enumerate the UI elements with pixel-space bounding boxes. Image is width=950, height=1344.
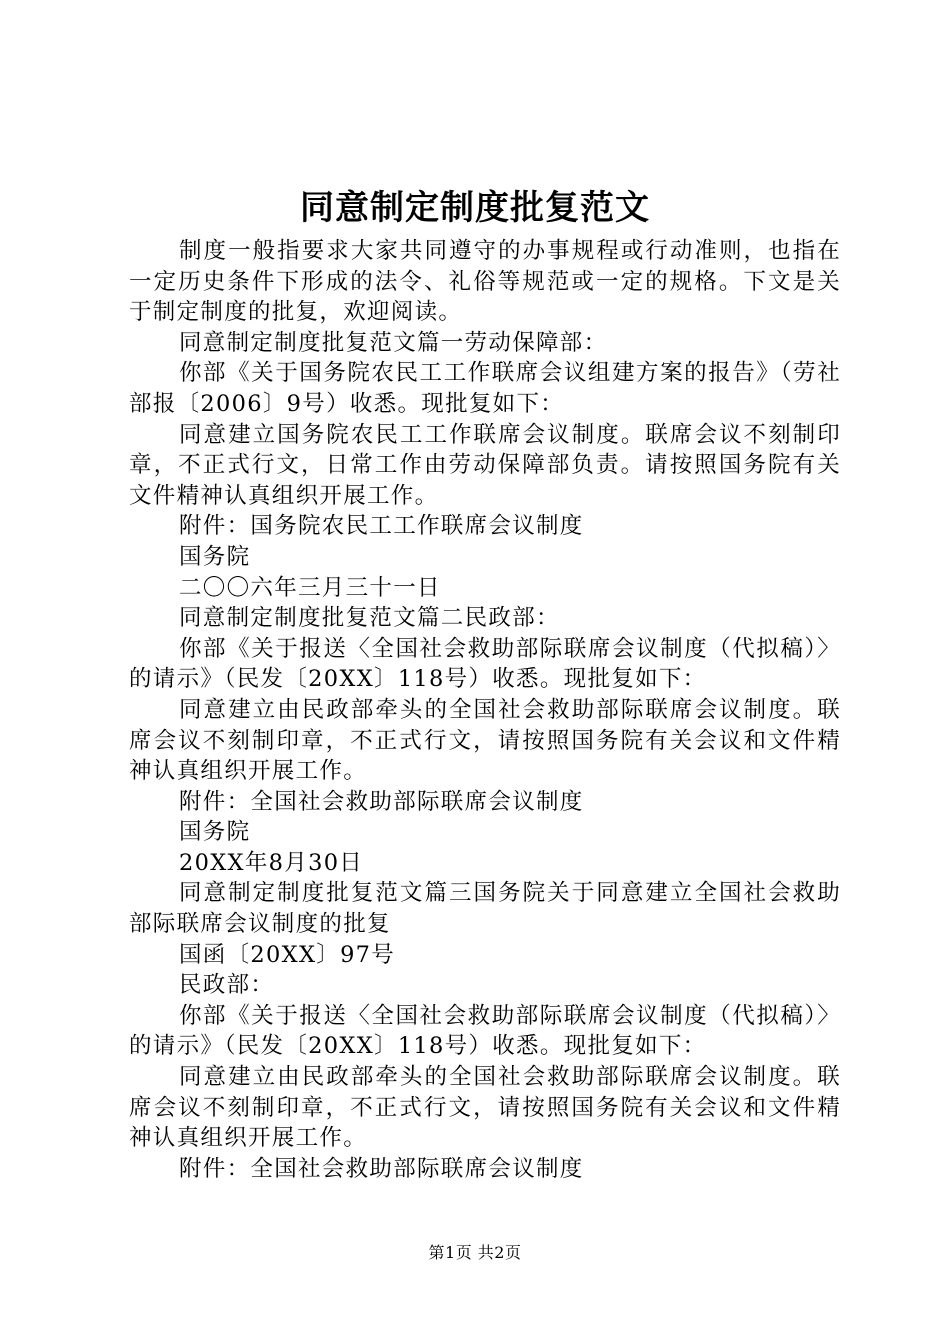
paragraph: 制度一般指要求大家共同遵守的办事规程或行动准则，也指在一定历史条件下形成的法令、礼俗等规范或一定的规格。下文是关于制定制度的批复，欢迎阅读。 <box>129 238 841 326</box>
paragraph: 国务院 <box>179 819 251 846</box>
paragraph: 同意制定制度批复范文篇一劳动保障部： <box>179 329 608 356</box>
paragraph: 同意建立由民政部牵头的全国社会救助部际联席会议制度。联席会议不刻制印章，不正式行文，请按照国务院有关会议和文件精神认真组织开展工作。 <box>129 696 841 785</box>
paragraph: 附件：国务院农民工工作联席会议制度 <box>179 513 584 540</box>
paragraph: 民政部： <box>179 972 275 999</box>
paragraph: 你部《关于报送〈全国社会救助部际联席会议制度（代拟稿）〉的请示》（民发〔20XX〕118号）收悉。现批复如下： <box>129 1002 841 1060</box>
paragraph: 附件：全国社会救助部际联席会议制度 <box>179 788 584 815</box>
paragraph: 同意建立由民政部牵头的全国社会救助部际联席会议制度。联席会议不刻制印章，不正式行文，请按照国务院有关会议和文件精神认真组织开展工作。 <box>129 1064 841 1152</box>
paragraph: 二〇〇六年三月三十一日 <box>179 574 441 601</box>
paragraph: 国务院 <box>179 543 251 570</box>
document-body <box>129 236 841 1184</box>
paragraph: 附件：全国社会救助部际联席会议制度 <box>179 1155 584 1182</box>
paragraph: 20XX年8月30日 <box>179 849 364 876</box>
paragraph: 同意制定制度批复范文篇二民政部： <box>179 605 560 632</box>
paragraph: 你部《关于国务院农民工工作联席会议组建方案的报告》（劳社部报〔2006〕9号）收悉。现批复如下： <box>129 360 841 417</box>
paragraph: 国函〔20XX〕97号 <box>179 941 396 968</box>
paragraph: 同意制定制度批复范文篇三国务院关于同意建立全国社会救助部际联席会议制度的批复 <box>129 880 841 938</box>
document-title: 同意制定制度批复范文 <box>300 188 650 228</box>
paragraph: 同意建立国务院农民工工作联席会议制度。联席会议不刻制印章，不正式行文，日常工作由劳动保障部负责。请按照国务院有关文件精神认真组织开展工作。 <box>129 421 841 509</box>
page-footer: 第1页 共2页 <box>428 1243 522 1262</box>
paragraph: 你部《关于报送〈全国社会救助部际联席会议制度（代拟稿）〉的请示》（民发〔20XX〕118号）收悉。现批复如下： <box>129 635 841 693</box>
